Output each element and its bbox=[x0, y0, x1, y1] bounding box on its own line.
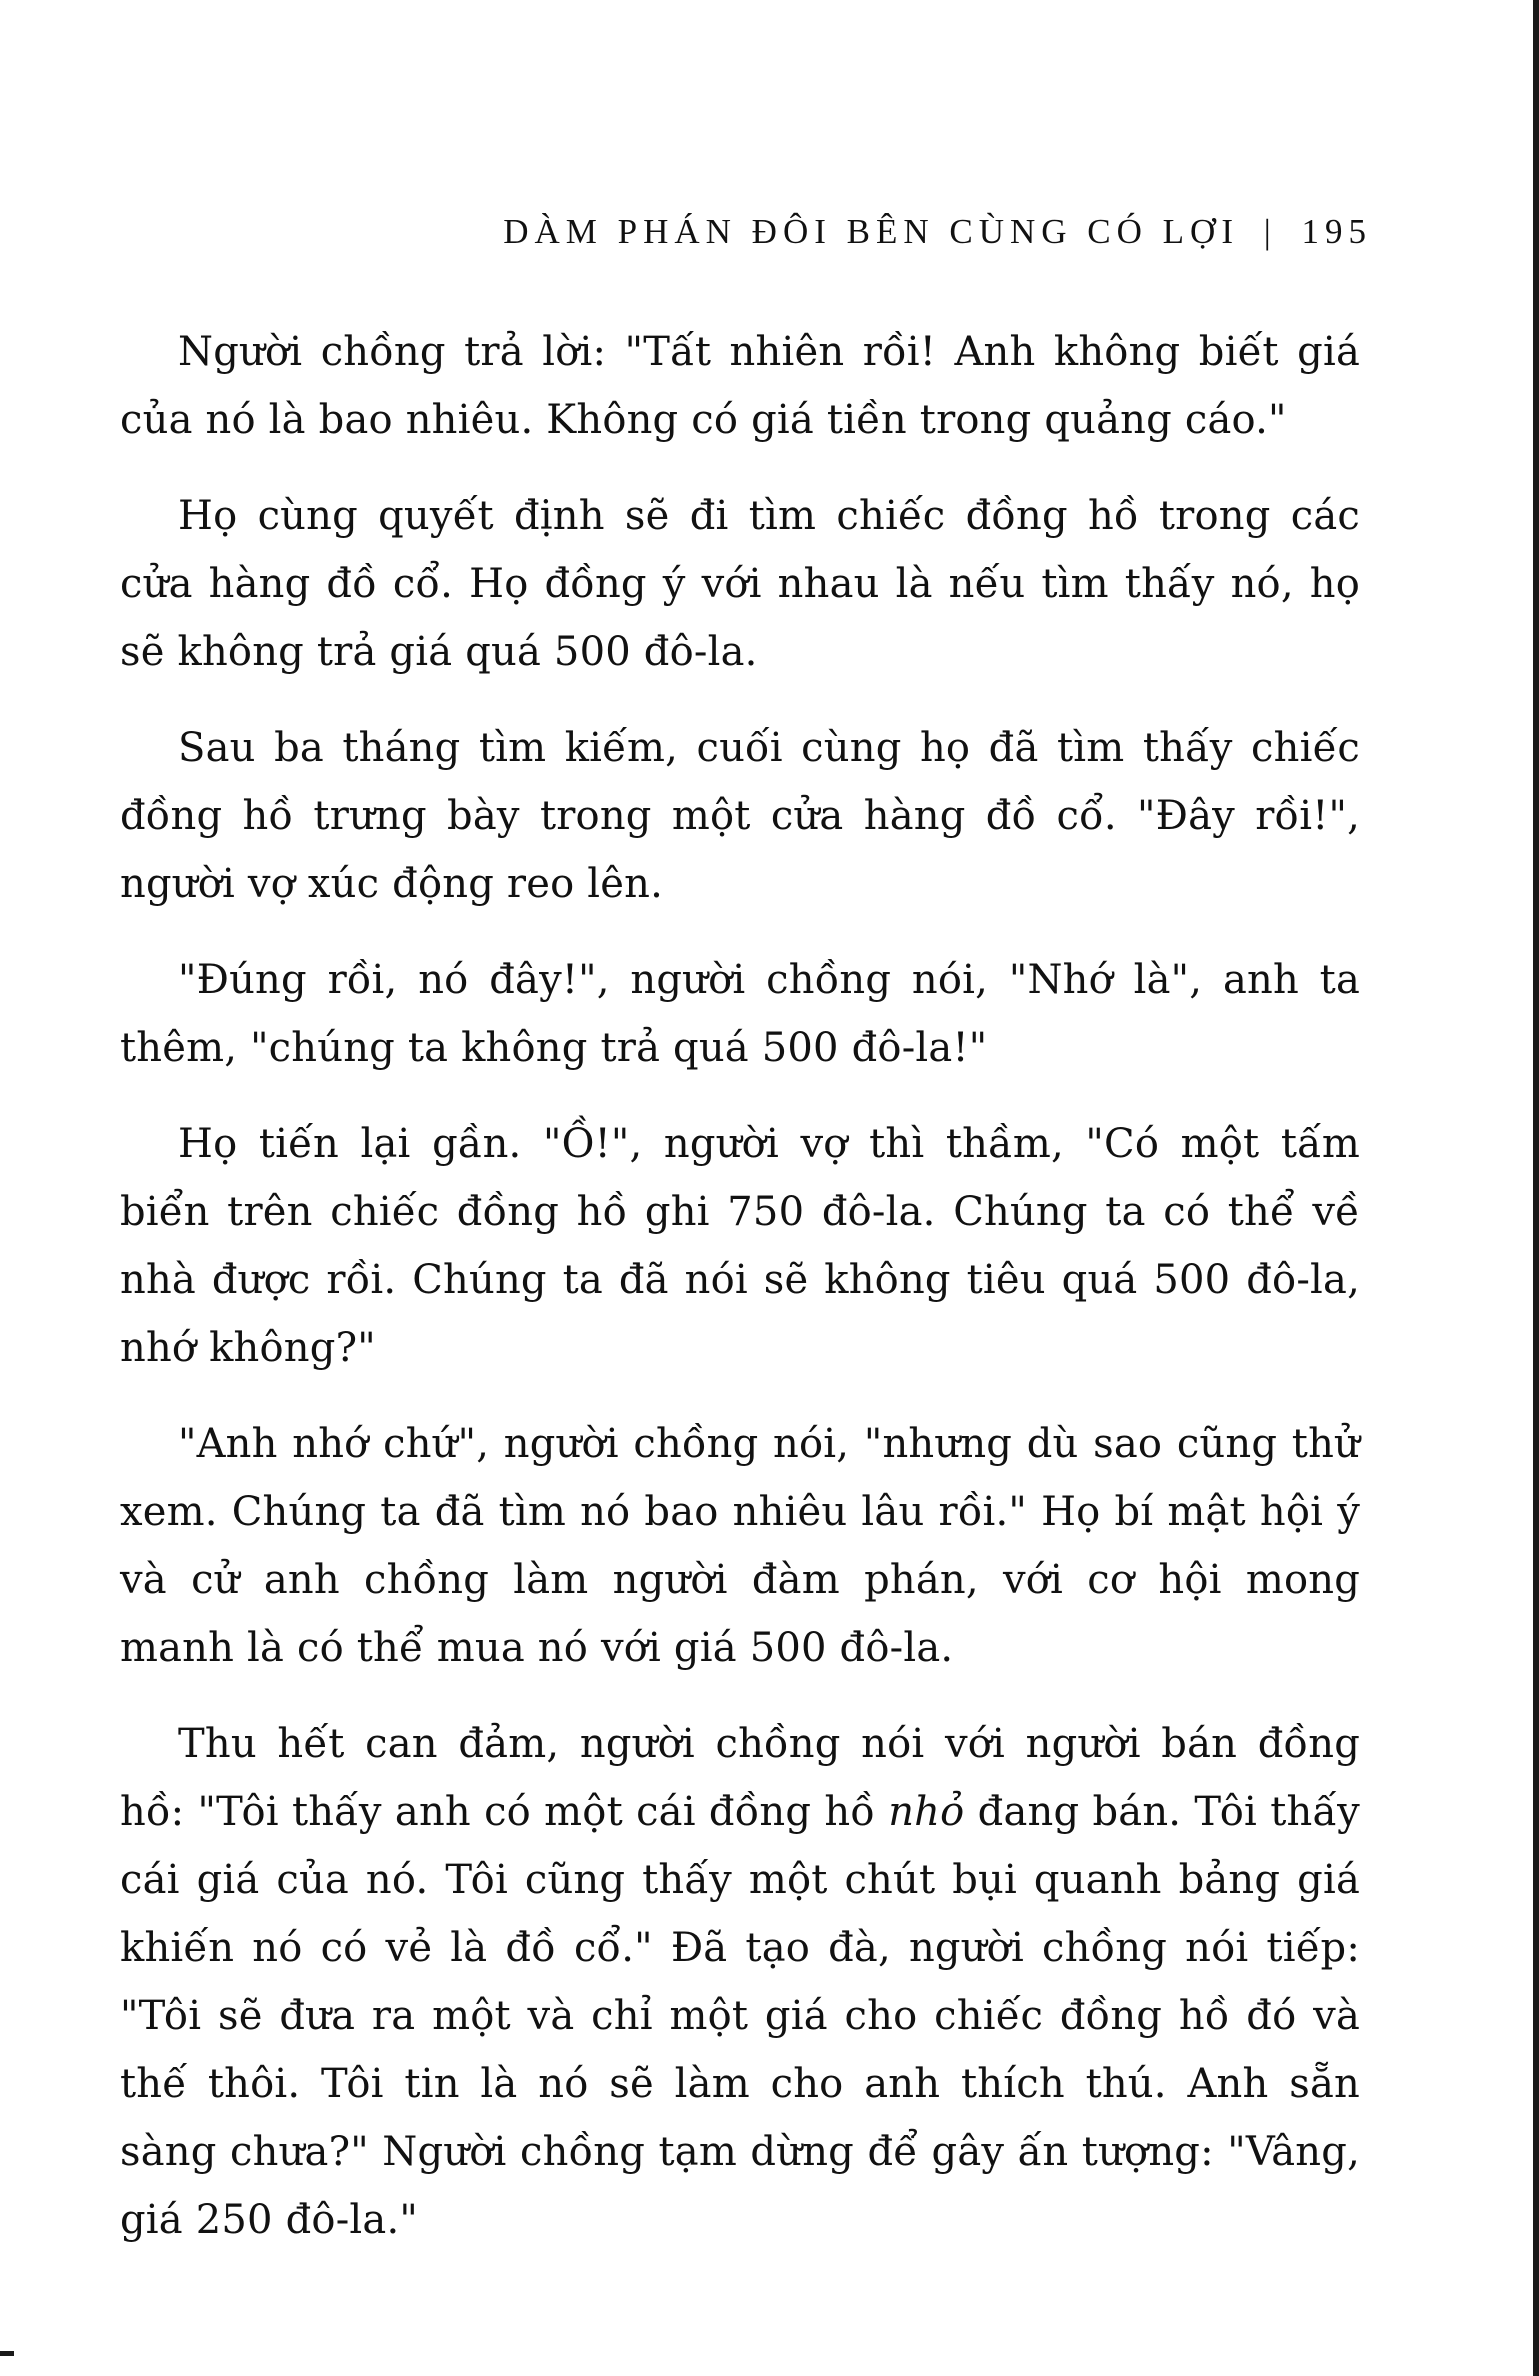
paragraph-7 bbox=[120, 1710, 1360, 2254]
paragraph-text: "Đúng rồi, nó đây!", người chồng nói, "Nhớ là", anh ta thêm, "chúng ta không trả quá 500 đô-la!" bbox=[120, 957, 1360, 1071]
emphasis-text: nhỏ bbox=[888, 1789, 965, 1835]
paragraph-6 bbox=[120, 1410, 1360, 1682]
running-header bbox=[500, 212, 1372, 252]
paragraph-text: "Anh nhớ chứ", người chồng nói, "nhưng dù sao cũng thử xem. Chúng ta đã tìm nó bao nhiêu lâu rồi." Họ bí mật hội ý và cử anh chồng làm người đàm phán, với cơ hội mong manh là có thể mua nó với giá 500 đô-la. bbox=[120, 1421, 1360, 1671]
paragraph-2 bbox=[120, 482, 1360, 686]
header-separator: | bbox=[1263, 212, 1277, 251]
page-edge-border bbox=[1533, 0, 1539, 2376]
paragraph-text: Người chồng trả lời: "Tất nhiên rồi! Anh không biết giá của nó là bao nhiêu. Không có giá tiền trong quảng cáo." bbox=[120, 329, 1360, 443]
scan-corner-mark bbox=[0, 2351, 14, 2356]
body-text bbox=[120, 318, 1360, 2282]
paragraph-3 bbox=[120, 714, 1360, 918]
paragraph-4 bbox=[120, 946, 1360, 1082]
paragraph-text: Sau ba tháng tìm kiếm, cuối cùng họ đã tìm thấy chiếc đồng hồ trưng bày trong một cửa hàng đồ cổ. "Đây rồi!", người vợ xúc động reo lên. bbox=[120, 725, 1360, 907]
paragraph-text-before: Thu hết can đảm, người chồng nói với người bán đồng hồ: "Tôi thấy anh có một cái đồng hồ bbox=[120, 1721, 1360, 1835]
page-number: 195 bbox=[1301, 212, 1372, 251]
chapter-title: DÀM PHÁN ĐÔI BÊN CÙNG CÓ LỢI bbox=[503, 212, 1239, 251]
paragraph-1 bbox=[120, 318, 1360, 454]
paragraph-text-after: đang bán. Tôi thấy cái giá của nó. Tôi cũng thấy một chút bụi quanh bảng giá khiến nó có vẻ là đồ cổ." Đã tạo đà, người chồng nói tiếp: "Tôi sẽ đưa ra một và chỉ một giá cho chiếc đồng hồ đó và thế thôi. Tôi tin là nó sẽ làm cho anh thích thú. Anh sẵn sàng chưa?" Người chồng tạm dừng để gây ấn tượng: "Vâng, giá 250 đô-la." bbox=[120, 1789, 1360, 2243]
paragraph-text: Họ cùng quyết định sẽ đi tìm chiếc đồng hồ trong các cửa hàng đồ cổ. Họ đồng ý với nhau là nếu tìm thấy nó, họ sẽ không trả giá quá 500 đô-la. bbox=[120, 493, 1360, 675]
paragraph-5 bbox=[120, 1110, 1360, 1382]
paragraph-text: Họ tiến lại gần. "Ồ!", người vợ thì thầm, "Có một tấm biển trên chiếc đồng hồ ghi 750 đô-la. Chúng ta có thể về nhà được rồi. Chúng ta đã nói sẽ không tiêu quá 500 đô-la, nhớ không?" bbox=[120, 1121, 1360, 1371]
